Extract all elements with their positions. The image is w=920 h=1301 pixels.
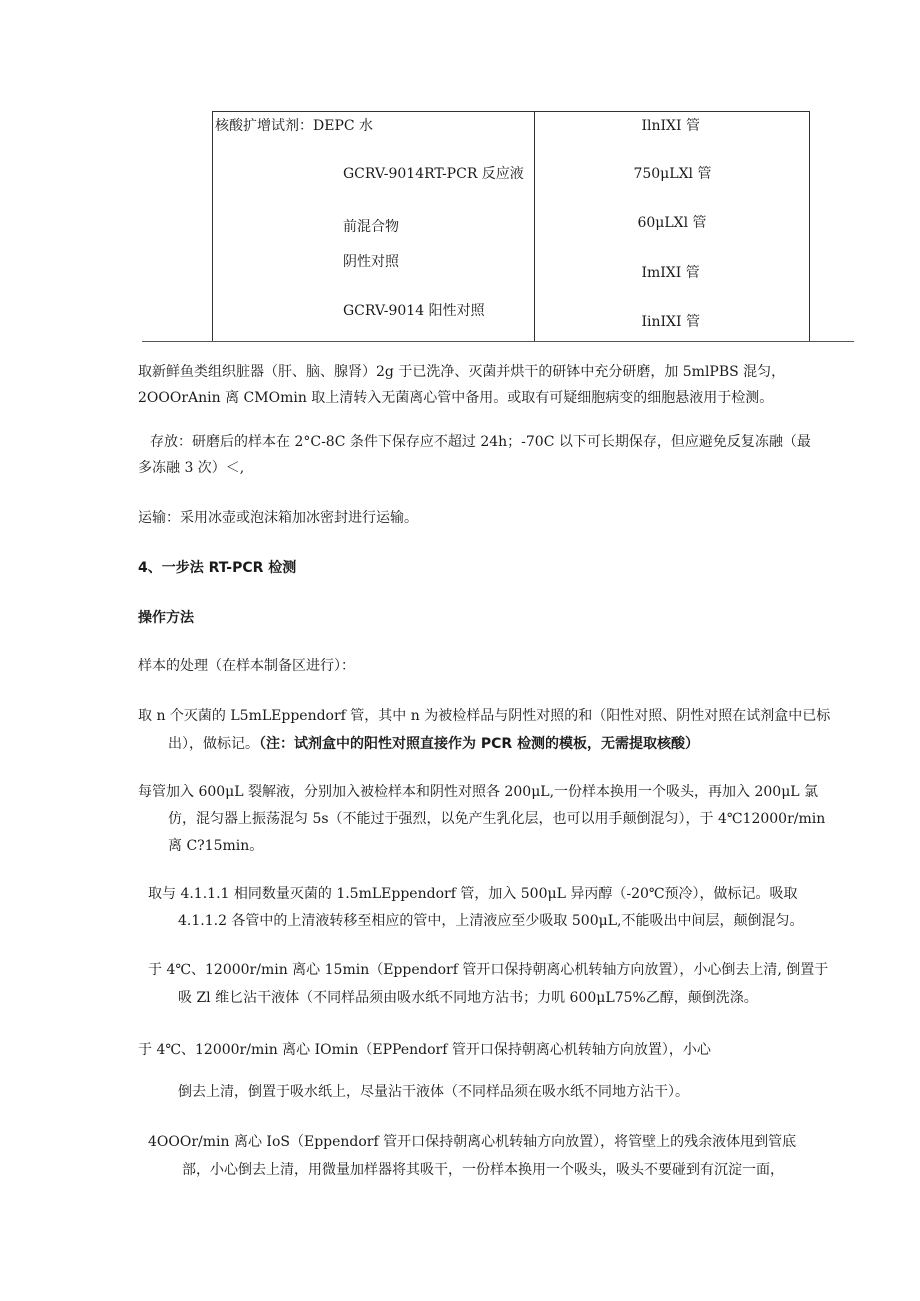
reagent-amount: ImIXI 管 — [641, 265, 700, 281]
paragraph-transport: 运输：采用冰壶或泡沫箱加冰密封进行运输。 — [138, 510, 418, 526]
reagent-table — [212, 111, 810, 342]
reagent-amount: IlnIXI 管 — [641, 118, 700, 134]
reagent-name: 前混合物 — [343, 219, 399, 235]
paragraph-step6-line1: 4OOOr/min 离心 IoS（Eppendorf 管开口保持朝离心机转轴方向放置），将管壁上的残余液体甩到管底 — [148, 1134, 797, 1150]
paragraph-step2-line2: 仿，混匀器上振荡混匀 5s（不能过于强烈，以免产生乳化层，也可以用手颠倒混匀），于 4℃12000r/min — [168, 811, 826, 827]
reagent-name: 核酸扩增试剂：DEPC 水 — [215, 118, 374, 134]
horizontal-divider — [142, 341, 854, 342]
paragraph-step3-line1: 取与 4.1.1.1 相同数量灭菌的 1.5mLEppendorf 管，加入 500μL 异丙醇（-20℃预冷），做标记。吸取 — [148, 886, 798, 902]
paragraph-sample-prep-line2: 2OOOrAnin 离 CMOmin 取上清转入无菌离心管中备用。或取有可疑细胞病变的细胞悬液用于检测。 — [138, 390, 774, 406]
paragraph-sample-handling: 样本的处理（在样本制备区进行）： — [138, 658, 355, 674]
step1-note: （注：试剂盒中的阳性对照直接作为 PCR 检测的模板，无需提取核酸） — [259, 736, 700, 752]
reagent-amount: 750μLXl 管 — [633, 166, 712, 182]
paragraph-step5-line1: 于 4℃、12000r/min 离心 IOmin（EPPendorf 管开口保持朝离心机转轴方向放置），小心 — [138, 1042, 711, 1058]
paragraph-step5-line2: 倒去上清，倒置于吸水纸上，尽量沾干液体（不同样品须在吸水纸不同地方沾干）。 — [178, 1084, 689, 1100]
reagent-amount: 60μLXl 管 — [637, 215, 707, 231]
reagent-name: 阴性对照 — [343, 254, 399, 270]
reagent-name: GCRV-9014 阳性对照 — [343, 303, 485, 319]
reagent-amount: IinIXI 管 — [641, 314, 700, 330]
reagent-amounts-cell — [535, 112, 810, 342]
paragraph-step1-line2 — [168, 734, 699, 754]
step1-text: 出），做标记。 — [168, 736, 259, 752]
paragraph-step4-line2: 吸 Zl 维匕沾干液体（不同样品须由吸水纸不同地方沾书；力叽 600μL75%乙醇，颠倒洗涤。 — [178, 990, 758, 1006]
paragraph-sample-prep-line1: 取新鲜鱼类组织脏器（肝、脑、腺肾）2g 于已洗净、灭菌并烘干的研钵中充分研磨，加 5mlPBS 混匀， — [138, 364, 786, 380]
reagent-name: GCRV-9014RT-PCR 反应液 — [343, 166, 524, 182]
subsection-heading: 操作方法 — [138, 610, 194, 626]
reagent-names-cell — [213, 112, 535, 342]
paragraph-step1-line1: 取 n 个灭菌的 L5mLEppendorf 管，其中 n 为被检样品与阴性对照的和（阳性对照、阴性对照在试剂盒中已标 — [138, 708, 831, 724]
table-row — [213, 112, 810, 342]
paragraph-step6-line2: 部，小心倒去上清，用微量加样器将其吸干，一份样本换用一个吸头，吸头不要碰到有沉淀一面， — [182, 1162, 784, 1178]
paragraph-storage-line2: 多冻融 3 次）＜, — [138, 460, 245, 476]
paragraph-step2-line3: 离 C?15min。 — [168, 838, 264, 854]
paragraph-step2-line1: 每管加入 600μL 裂解液，分别加入被检样本和阴性对照各 200μL,一份样本换用一个吸头，再加入 200μL 氯 — [138, 784, 819, 800]
paragraph-step3-line2: 4.1.1.2 各管中的上清液转移至相应的管中，上清液应至少吸取 500μL,不能吸出中间层，颠倒混匀。 — [178, 913, 804, 929]
paragraph-storage-line1: 存放：研磨后的样本在 2°C-8C 条件下保存应不超过 24h；-70C 以下可长期保存，但应避免反复冻融（最 — [150, 434, 811, 450]
paragraph-step4-line1: 于 4℃、12000r/min 离心 15min（Eppendorf 管开口保持朝离心机转轴方向放置），小心倒去上清, 倒置于 — [148, 962, 829, 978]
section-heading: 4、一步法 RT-PCR 检测 — [138, 560, 297, 576]
